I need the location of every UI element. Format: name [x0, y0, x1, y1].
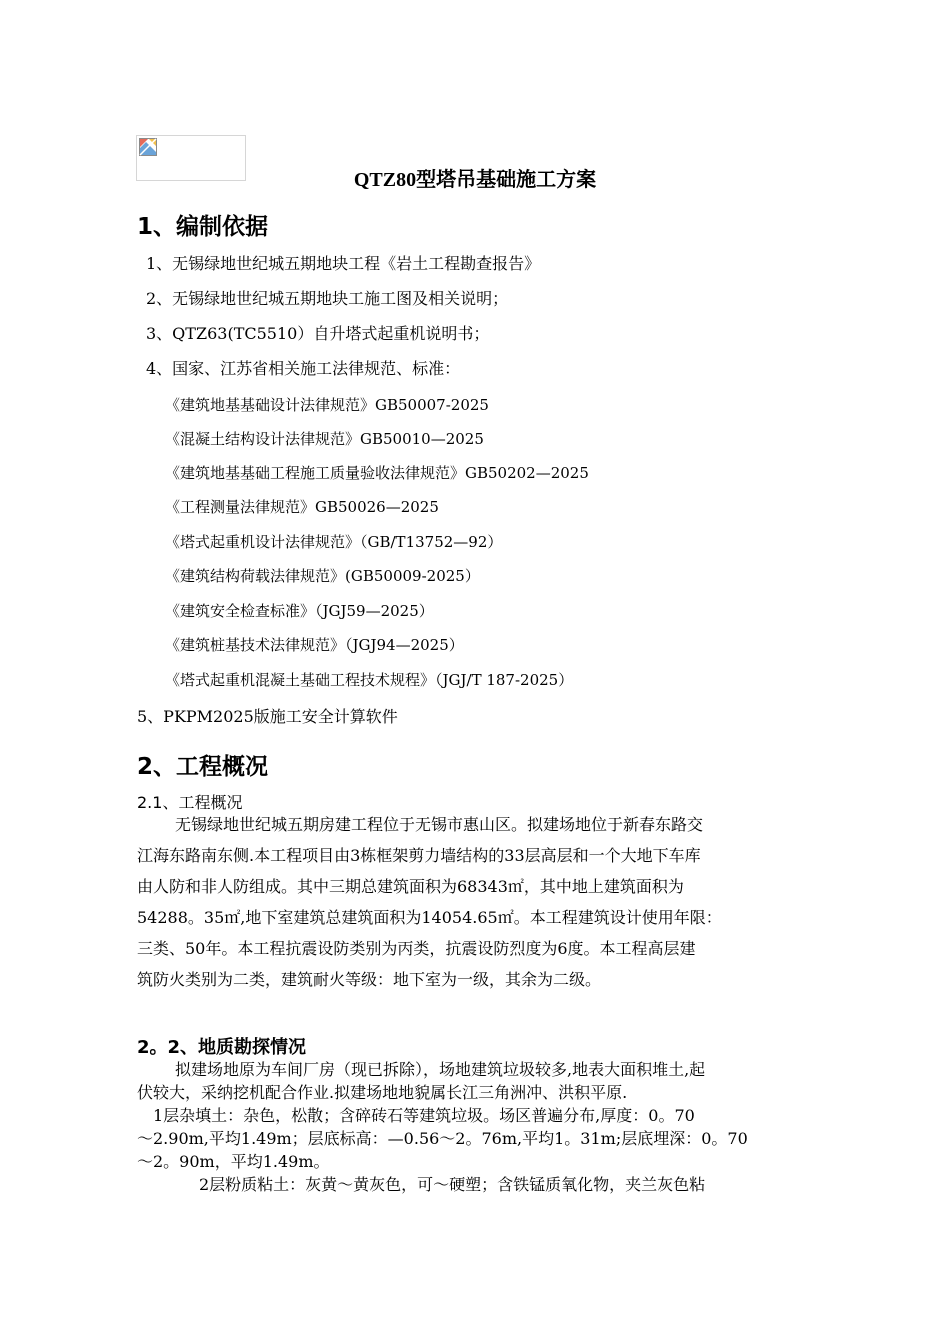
section-heading-1: 1、编制依据 — [137, 214, 269, 240]
paragraph-line: 筑防火类别为二类，建筑耐火等级：地下室为一级，其余为二级。 — [137, 970, 602, 989]
standard-item: 《建筑地基基础工程施工质量验收法律规范》GB50202—2025 — [165, 464, 589, 482]
paragraph-line: ～2.90m,平均1.49m；层底标高：—0.56～2。76m,平均1。31m;层底埋深：0。70 — [137, 1129, 748, 1148]
basis-item-5: 5、PKPM2025版施工安全计算软件 — [137, 707, 398, 726]
paragraph-line: 2层粉质粘土：灰黄～黄灰色，可～硬塑；含铁锰质氧化物，夹兰灰色粘 — [199, 1175, 706, 1194]
standard-item: 《塔式起重机设计法律规范》（GB/T13752—92） — [165, 533, 503, 551]
paragraph-line: 无锡绿地世纪城五期房建工程位于无锡市惠山区。拟建场地位于新春东路交 — [175, 815, 704, 834]
basis-item-1: 1、无锡绿地世纪城五期地块工程《岩土工程勘查报告》 — [146, 254, 541, 273]
paragraph-line: 三类、50年。本工程抗震设防类别为丙类，抗震设防烈度为6度。本工程高层建 — [137, 939, 696, 958]
basis-item-4: 4、国家、江苏省相关施工法律规范、标准： — [146, 359, 461, 378]
paragraph-line: 拟建场地原为车间厂房（现已拆除），场地建筑垃圾较多,地表大面积堆土,起 — [175, 1060, 706, 1079]
paragraph-line: ～2。90m，平均1.49m。 — [137, 1152, 330, 1171]
subsection-heading-2-2: 2。2、地质勘探情况 — [137, 1037, 307, 1058]
document-title: QTZ80型塔吊基础施工方案 — [353, 169, 597, 191]
standard-item: 《工程测量法律规范》GB50026—2025 — [165, 498, 439, 516]
standard-item: 《混凝土结构设计法律规范》GB50010—2025 — [165, 430, 484, 448]
section-heading-2: 2、工程概况 — [137, 754, 269, 780]
project-overview-paragraph — [137, 809, 817, 995]
paragraph-line: 由人防和非人防组成。其中三期总建筑面积为68343㎡，其中地上建筑面积为 — [137, 877, 684, 896]
paragraph-line: 1层杂填土：杂色，松散；含碎砖石等建筑垃圾。场区普遍分布,厚度：0。70 — [153, 1106, 695, 1125]
basis-item-3: 3、QTZ63(TC5510）自升塔式起重机说明书； — [146, 324, 490, 343]
standard-item: 《建筑安全检查标准》（JGJ59—2025） — [165, 602, 434, 620]
basis-item-2: 2、无锡绿地世纪城五期地块工施工图及相关说明； — [146, 289, 509, 308]
paragraph-line: 伏较大，采纳挖机配合作业.拟建场地地貌属长江三角洲冲、洪积平原. — [137, 1083, 628, 1102]
standard-item: 《建筑结构荷载法律规范》(GB50009-2025） — [165, 567, 480, 585]
standard-item: 《塔式起重机混凝土基础工程技术规程》（JGJ/T 187-2025） — [165, 671, 574, 689]
standard-item: 《建筑地基基础设计法律规范》GB50007-2025 — [165, 396, 489, 414]
geology-paragraph — [137, 1058, 817, 1196]
broken-image-icon — [139, 138, 157, 156]
subsection-heading-2-1: 2.1、工程概况 — [137, 793, 243, 812]
paragraph-line: 江海东路南东侧.本工程项目由3栋框架剪力墙结构的33层高层和一个大地下车库 — [137, 846, 701, 865]
standard-item: 《建筑桩基技术法律规范》（JGJ94—2025） — [165, 636, 464, 654]
paragraph-line: 54288。35㎡,地下室建筑总建筑面积为14054.65㎡。本工程建筑设计使用年限： — [137, 908, 722, 927]
